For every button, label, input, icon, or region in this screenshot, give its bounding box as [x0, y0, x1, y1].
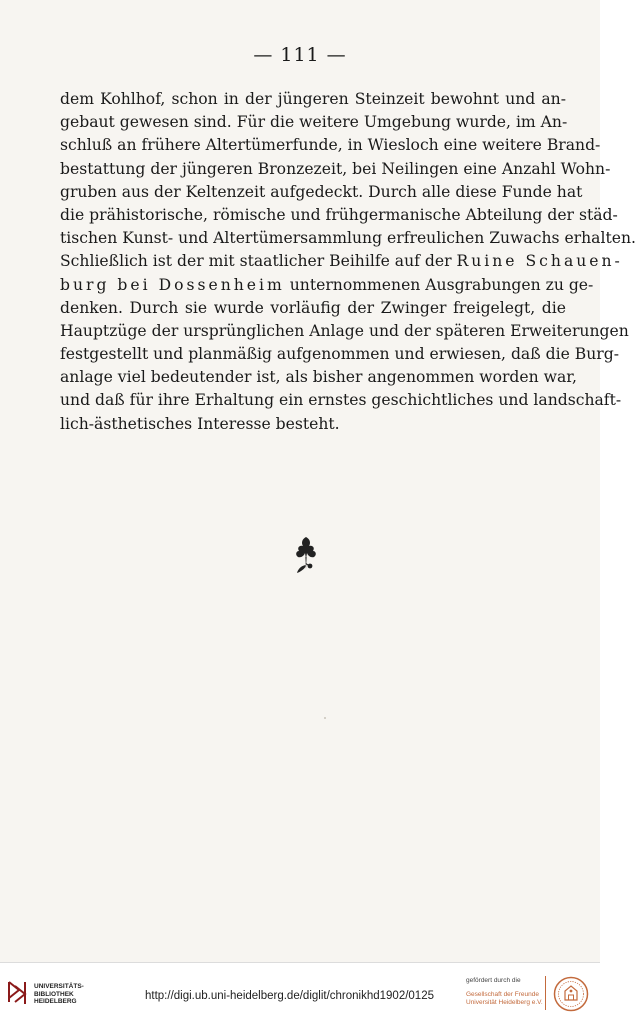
sponsor-label: gefördert durch die: [466, 977, 521, 984]
permalink[interactable]: http://digi.ub.uni-heidelberg.de/diglit/chronikhd1902/0125: [145, 990, 434, 1002]
text-line: gruben aus der Keltenzeit aufgedeckt. Durch alle diese Funde hat: [60, 182, 583, 201]
text-line: gebaut gewesen sind. Für die weitere Umgebung wurde, im An-: [60, 113, 568, 132]
sponsor-name-line: Universität Heidelberg e.V.: [466, 998, 543, 1006]
text-line: bestattung der jüngeren Bronzezeit, bei Neilingen eine Anzahl Wohn-: [60, 159, 611, 178]
spaced-name-segment: burg bei Dossenheim: [60, 275, 285, 294]
university-library-logo-icon: [6, 978, 28, 1006]
text-line: denken. Durch sie wurde vorläufig der Zwinger freigelegt, die: [60, 298, 566, 317]
text-line: lich-ästhetisches Interesse besteht.: [60, 414, 340, 433]
text-segment: unternommenen Ausgrabungen zu ge-: [284, 275, 594, 294]
sponsor-divider: [545, 976, 546, 1010]
text-line: schluß an frühere Altertümerfunde, in Wiesloch eine weitere Brand-: [60, 136, 601, 155]
sponsor-name: [466, 991, 543, 1006]
text-line: und daß für ihre Erhaltung ein ernstes geschichtliches und landschaft-: [60, 391, 622, 410]
oak-leaf-ornament-icon: [289, 533, 323, 577]
sponsor-name-line: Gesellschaft der Freunde: [466, 991, 539, 998]
library-name-line: UNIVERSITÄTS-: [34, 983, 84, 990]
spaced-name-segment: Ruine Schauen-: [456, 252, 623, 271]
text-line: tischen Kunst- und Altertümersammlung erfreulichen Zuwachs erhalten.: [60, 229, 636, 248]
text-line: [60, 250, 623, 273]
body-paragraph: [60, 88, 636, 436]
text-line: anlage viel bedeutender ist, als bisher angenommen worden war,: [60, 368, 577, 387]
library-name: [34, 983, 84, 1006]
text-line: Hauptzüge der ursprünglichen Anlage und der späteren Erweiterungen: [60, 321, 629, 340]
library-name-line: HEIDELBERG: [34, 998, 77, 1006]
text-line: die prähistorische, römische und frühgermanische Abteilung der städ-: [60, 205, 618, 224]
text-segment: Schließlich ist der mit staatlicher Beihilfe auf der: [60, 252, 457, 271]
text-line: dem Kohlhof, schon in der jüngeren Steinzeit bewohnt und an-: [60, 90, 566, 108]
text-line: festgestellt und planmäßig aufgenommen und erwiesen, daß die Burg-: [60, 345, 619, 364]
text-line: [60, 274, 594, 297]
page-number: — 111 —: [253, 44, 347, 66]
university-seal-icon: [553, 976, 589, 1012]
library-name-line: BIBLIOTHEK: [34, 990, 74, 998]
page-speck: [324, 717, 326, 719]
